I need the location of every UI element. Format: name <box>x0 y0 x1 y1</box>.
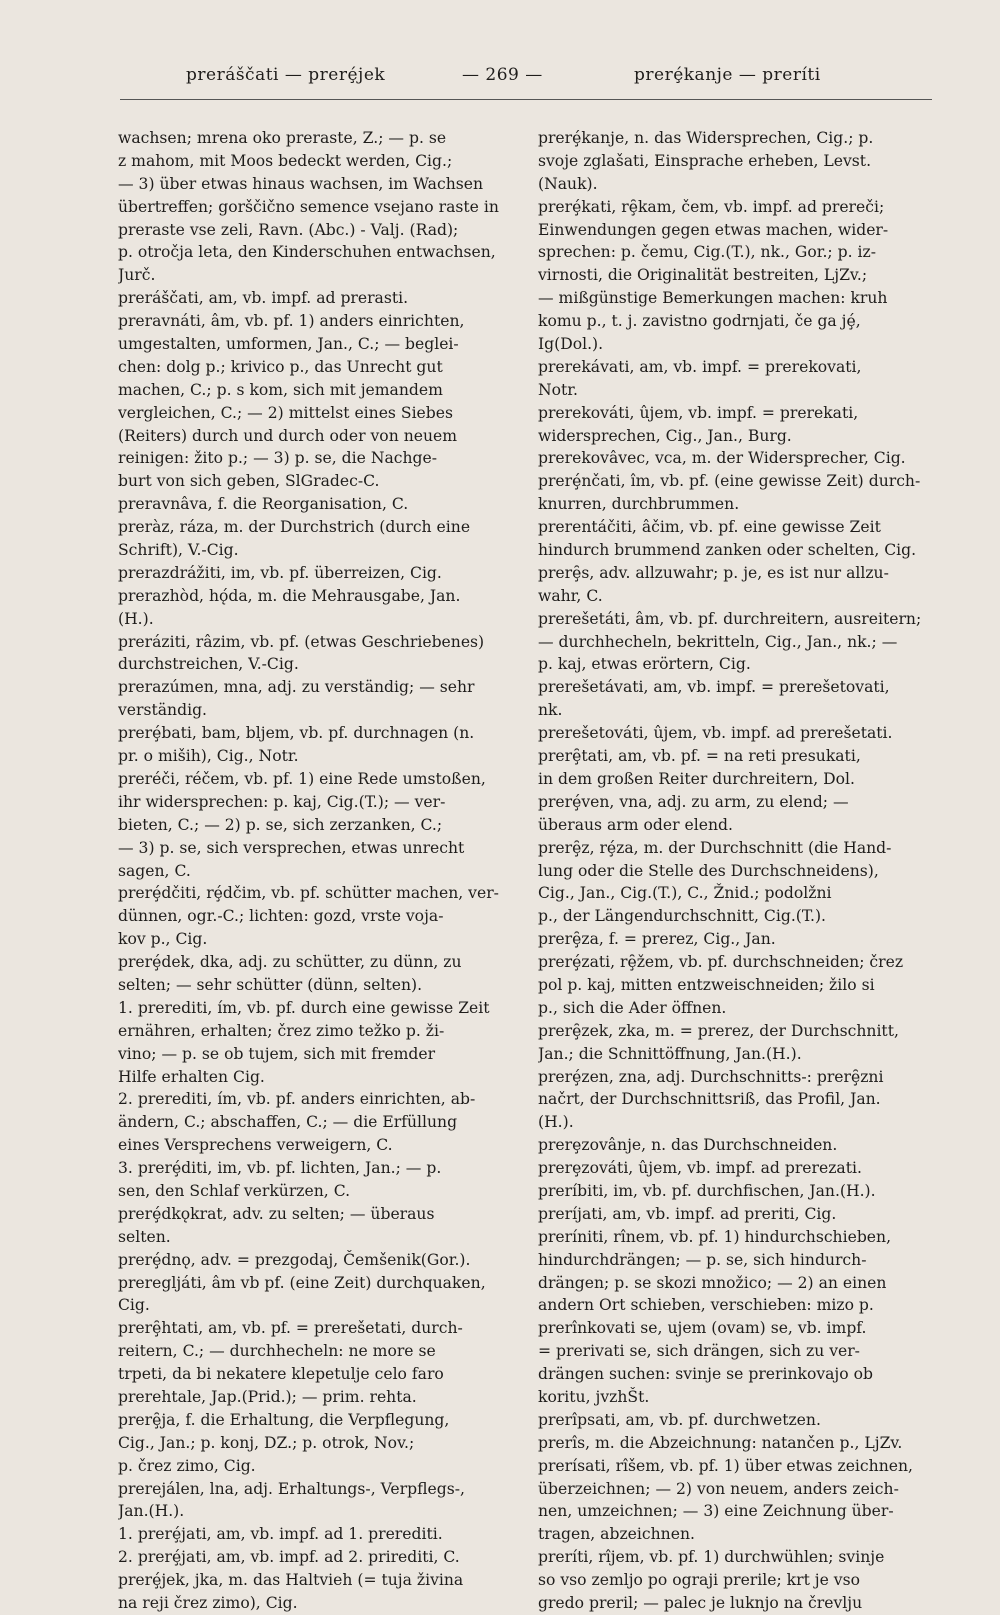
text-line: prerȩ́zati, rȩ̑žem, vb. pf. durchschneiden; črez <box>538 953 904 972</box>
text-line: p. črez zimo, Cig. <box>118 1456 256 1475</box>
text-line: virnosti, die Originalität bestreiten, LjZv.; <box>538 266 868 285</box>
text-line: p., der Längendurchschnitt, Cig.(T.). <box>538 907 826 926</box>
text-line: p. otročja leta, den Kinderschuhen entwachsen, <box>118 243 496 262</box>
text-line: preráziti, râzim, vb. pf. (etwas Geschriebenes) <box>118 632 485 651</box>
text-line: prerȩ̑tati, am, vb. pf. = na reti presukati, <box>538 747 861 766</box>
text-line: verständig. <box>118 701 208 720</box>
text-line: koritu, jvzhŠt. <box>538 1387 650 1406</box>
text-line: preríbiti, im, vb. pf. durchfischen, Jan.(H.). <box>538 1181 876 1200</box>
text-line: pol p. kaj, mitten entzweischneiden; žilo si <box>538 975 875 994</box>
text-line: reitern, C.; — durchhecheln: ne more se <box>118 1342 436 1361</box>
text-line: prerȩ̑zek, zka, m. = prerez, der Durchschnitt, <box>538 1021 899 1040</box>
text-line: prerȩ́dnǫ, adv. = prezgodaj, Čemšenik(Gor.). <box>118 1250 471 1269</box>
text-line: prerînkovati se, ujem (ovam) se, vb. impf. <box>538 1319 867 1338</box>
text-line: preravnâva, f. die Reorganisation, C. <box>118 495 409 514</box>
text-line: Jan.; die Schnittöffnung, Jan.(H.). <box>538 1044 802 1063</box>
text-line: komu p., t. j. zavistno godrnjati, če ga jȩ́, <box>538 312 861 331</box>
header-rule <box>120 99 932 100</box>
text-line: preríniti, rînem, vb. pf. 1) hindurchschieben, <box>538 1227 892 1246</box>
text-line: prerazdrážiti, im, vb. pf. überreizen, Cig. <box>118 563 442 582</box>
text-line: Cig., Jan.; p. konj, DZ.; p. otrok, Nov.; <box>118 1433 415 1452</box>
text-line: gredo preril; — palec je luknjo na črevlju <box>538 1594 863 1612</box>
text-line: prerešetávati, am, vb. impf. = prerešetovati, <box>538 678 890 697</box>
text-line: 3. prerȩ́diti, im, vb. pf. lichten, Jan.; — p. <box>118 1159 442 1178</box>
text-line: Ig(Dol.). <box>538 335 604 354</box>
text-line: prerîs, m. die Abzeichnung: natančen p., LjZv. <box>538 1433 903 1452</box>
text-line: durchstreichen, V.-Cig. <box>118 655 299 674</box>
header-left-guideword: preráščati — prerȩ́jek <box>186 65 386 85</box>
text-line: prerazhòd, hǫ́da, m. die Mehrausgabe, Jan. <box>118 586 461 605</box>
text-line: chen: dolg p.; krivico p., das Unrecht gut <box>118 357 443 376</box>
text-line: — mißgünstige Bemerkungen machen: kruh <box>538 289 888 308</box>
text-line: 1. prerȩ́jati, am, vb. impf. ad 1. prerediti. <box>118 1525 443 1544</box>
text-line: prerȩ́kati, rȩ̑kam, čem, vb. impf. ad prereči; <box>538 197 885 216</box>
text-line: vergleichen, C.; — 2) mittelst eines Siebes <box>118 403 453 422</box>
text-line: prerȩ́nčati, îm, vb. pf. (eine gewisse Zeit) durch- <box>538 472 921 491</box>
text-line: Jurč. <box>118 266 156 285</box>
text-line: machen, C.; p. s kom, sich mit jemandem <box>118 380 443 399</box>
page-number: — 269 — <box>462 65 543 85</box>
text-line: widersprechen, Cig., Jan., Burg. <box>538 426 792 445</box>
text-line: Cig., Jan., Cig.(T.), C., Žnid.; podolžni <box>538 884 832 903</box>
text-line: prerešetováti, ûjem, vb. impf. ad prerešetati. <box>538 724 893 743</box>
text-line: prerȩ́dčiti, rȩ́dčim, vb. pf. schütter machen, ver- <box>118 884 499 903</box>
text-line: Hilfe erhalten Cig. <box>118 1067 265 1086</box>
text-line: bieten, C.; — 2) p. se, sich zerzanken, C.; <box>118 815 443 834</box>
text-line: p. kaj, etwas erörtern, Cig. <box>538 655 751 674</box>
text-line: = prerivati se, sich drängen, sich zu ver- <box>538 1342 860 1361</box>
text-line: selten. <box>118 1227 171 1246</box>
text-line: (Reiters) durch und durch oder von neuem <box>118 426 458 445</box>
text-line: prerekovâvec, vca, m. der Widersprecher, Cig. <box>538 449 906 468</box>
text-line: načrt, der Durchschnittsriß, das Profil, Jan. <box>538 1090 881 1109</box>
running-header <box>0 60 1000 90</box>
text-line: preregljáti, âm vb pf. (eine Zeit) durchquaken, <box>118 1273 486 1292</box>
text-line: prerȩ̑z, rȩ́za, m. der Durchschnitt (die Hand- <box>538 838 892 857</box>
text-line: 2. prerediti, ím, vb. pf. anders einrichten, ab- <box>118 1090 476 1109</box>
text-line: pr. o miših), Cig., Notr. <box>118 747 299 766</box>
text-line: prerejálen, lna, adj. Erhaltungs-, Verpflegs-, <box>118 1479 465 1498</box>
text-line: ändern, C.; abschaffen, C.; — die Erfüllung <box>118 1113 458 1132</box>
text-line: prerazúmen, mna, adj. zu verständig; — sehr <box>118 678 475 697</box>
text-line: drängen; p. se skozi množico; — 2) an einen <box>538 1273 887 1292</box>
text-line: prerȩ́dek, dka, adj. zu schütter, zu dünn, zu <box>118 953 462 972</box>
text-line: — durchhecheln, bekritteln, Cig., Jan., nk.; — <box>538 632 898 651</box>
text-line: — 3) über etwas hinaus wachsen, im Wachsen <box>118 174 484 193</box>
text-line: prerekávati, am, vb. impf. = prerekovati, <box>538 357 862 376</box>
text-line: burt von sich geben, SlGradec-C. <box>118 472 380 491</box>
text-line: nen, umzeichnen; — 3) eine Zeichnung über- <box>538 1502 894 1521</box>
text-line: z mahom, mit Moos bedeckt werden, Cig.; <box>118 151 453 170</box>
text-line: prerehtale, Jap.(Prid.); — prim. rehta. <box>118 1387 417 1406</box>
text-line: überaus arm oder elend. <box>538 815 733 834</box>
text-line: prerȩ̑s, adv. allzuwahr; p. je, es ist nur allzu- <box>538 563 889 582</box>
text-line: knurren, durchbrummen. <box>538 495 740 514</box>
text-line: preríjati, am, vb. impf. ad preriti, Cig. <box>538 1204 837 1223</box>
text-line: (Nauk). <box>538 174 598 193</box>
text-line: prerȩzovânje, n. das Durchschneiden. <box>538 1136 838 1155</box>
text-line: sprechen: p. čemu, Cig.(T.), nk., Gor.; p. iz- <box>538 243 877 262</box>
text-line: prerekováti, ûjem, vb. impf. = prerekati, <box>538 403 859 422</box>
text-line: prerentáčiti, âčim, vb. pf. eine gewisse Zeit <box>538 518 881 537</box>
text-line: trpeti, da bi nekatere klepetulje celo faro <box>118 1365 444 1384</box>
text-line: lung oder die Stelle des Durchschneidens), <box>538 861 879 880</box>
text-line: preréči, réčem, vb. pf. 1) eine Rede umstoßen, <box>118 769 486 788</box>
text-line: ihr widersprechen: p. kaj, Cig.(T.); — ver- <box>118 792 446 811</box>
text-line: prerȩ́kanje, n. das Widersprechen, Cig.; p. <box>538 129 874 147</box>
text-line: drängen suchen: svinje se prerinkovajo ob <box>538 1365 873 1384</box>
text-line: 2. prerȩ́jati, am, vb. impf. ad 2. prirediti, C. <box>118 1548 460 1567</box>
text-line: hindurchdrängen; — p. se, sich hindurch- <box>538 1250 867 1269</box>
text-line: preraste vse zeli, Ravn. (Abc.) - Valj. (Rad); <box>118 220 459 239</box>
text-line: prerîpsati, am, vb. pf. durchwetzen. <box>538 1410 821 1429</box>
text-line: (H.). <box>118 609 154 628</box>
text-line: Schrift), V.-Cig. <box>118 541 239 560</box>
text-line: kov p., Cig. <box>118 930 208 949</box>
text-line: übertreffen; gorščično semence vsejano raste in <box>118 197 499 216</box>
text-line: preràz, ráza, m. der Durchstrich (durch eine <box>118 518 471 537</box>
text-line: svoje zglašati, Einsprache erheben, Levst. <box>538 151 872 170</box>
text-line: preravnáti, âm, vb. pf. 1) anders einrichten, <box>118 312 465 331</box>
text-line: wachsen; mrena oko preraste, Z.; — p. se <box>118 129 447 147</box>
text-line: selten; — sehr schütter (dünn, selten). <box>118 975 423 994</box>
text-line: ernähren, erhalten; črez zimo težko p. ži- <box>118 1021 445 1040</box>
text-line: prerȩ́zen, zna, adj. Durchschnitts-: prerȩ̑zni <box>538 1067 884 1086</box>
text-line: 1. prerediti, ím, vb. pf. durch eine gewisse Zeit <box>118 998 490 1017</box>
text-line: so vso zemljo po ograji prerile; krt je vso <box>538 1571 861 1590</box>
header-right-guideword: prerȩ́kanje — preríti <box>634 65 821 85</box>
text-line: hindurch brummend zanken oder schelten, Cig. <box>538 541 917 560</box>
left-column <box>118 127 506 1615</box>
text-line: prerȩ̑ja, f. die Erhaltung, die Verpflegung, <box>118 1410 450 1429</box>
text-line: prerȩ́bati, bam, bljem, vb. pf. durchnagen (n. <box>118 724 475 743</box>
text-line: nk. <box>538 701 563 720</box>
text-line: tragen, abzeichnen. <box>538 1525 695 1544</box>
text-line: andern Ort schieben, verschieben: mizo p. <box>538 1296 874 1315</box>
text-line: Notr. <box>538 380 578 399</box>
text-line: vino; — p. se ob tujem, sich mit fremder <box>118 1044 436 1063</box>
text-line: umgestalten, umformen, Jan., C.; — beglei- <box>118 335 459 354</box>
text-line: p., sich die Ader öffnen. <box>538 998 727 1017</box>
text-line: dünnen, ogr.-C.; lichten: gozd, vrste voja- <box>118 907 444 926</box>
text-line: prerȩ̑htati, am, vb. pf. = prerešetati, durch- <box>118 1319 463 1338</box>
text-line: (H.). <box>538 1113 574 1132</box>
text-line: prerešetáti, âm, vb. pf. durchreitern, ausreitern; <box>538 609 922 628</box>
text-line: wahr, C. <box>538 586 603 605</box>
text-line: prerȩ́jek, jka, m. das Haltvieh (= tuja živina <box>118 1571 464 1590</box>
text-line: Cig. <box>118 1296 150 1315</box>
text-line: prerȩ̑za, f. = prerez, Cig., Jan. <box>538 930 776 949</box>
text-line: überzeichnen; — 2) von neuem, anders zeich- <box>538 1479 899 1498</box>
text-line: eines Versprechens verweigern, C. <box>118 1136 393 1155</box>
text-line: preríti, rîjem, vb. pf. 1) durchwühlen; svinje <box>538 1548 885 1567</box>
text-line: Jan.(H.). <box>118 1502 185 1521</box>
text-line: prerȩ́dkǫkrat, adv. zu selten; — überaus <box>118 1204 435 1223</box>
text-line: na reji črez zimo), Cig. <box>118 1594 298 1612</box>
text-line: sagen, C. <box>118 861 191 880</box>
text-line: reinigen: žito p.; — 3) p. se, die Nachge- <box>118 449 438 468</box>
text-line: preráščati, am, vb. impf. ad prerasti. <box>118 289 409 308</box>
text-line: prerȩzováti, ûjem, vb. impf. ad prerezati. <box>538 1159 862 1178</box>
text-line: — 3) p. se, sich versprechen, etwas unrecht <box>118 838 465 857</box>
text-line: prerísati, rîšem, vb. pf. 1) über etwas zeichnen, <box>538 1456 913 1475</box>
text-line: sen, den Schlaf verkürzen, C. <box>118 1181 351 1200</box>
text-line: Einwendungen gegen etwas machen, wider- <box>538 220 889 239</box>
text-line: prerȩ́ven, vna, adj. zu arm, zu elend; — <box>538 792 849 811</box>
text-line: in dem großen Reiter durchreitern, Dol. <box>538 769 855 788</box>
right-column <box>538 127 940 1615</box>
